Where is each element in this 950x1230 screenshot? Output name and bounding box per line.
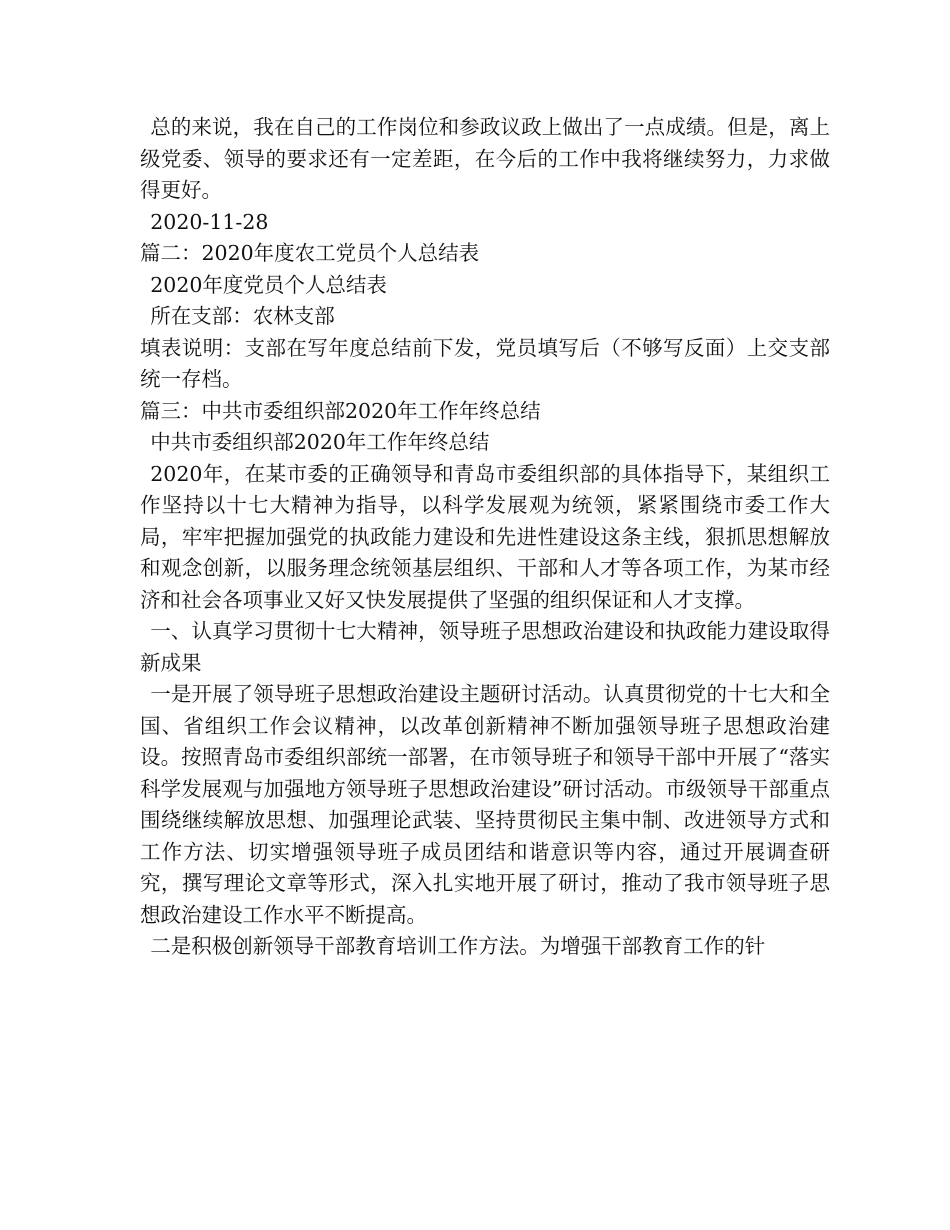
paragraph-summary-conclusion: 总的来说，我在自己的工作岗位和参政议政上做出了一点成绩。但是，离上级党委、领导的要求还有一定差距，在今后的工作中我将继续努力，力求做得更好。 (140, 115, 830, 202)
form-instructions: 填表说明：支部在写年度总结前下发，党员填写后（不够写反面）上交支部统一存档。 (140, 335, 830, 391)
section-heading-part-three: 篇三：中共市委组织部2020年工作年终总结 (140, 398, 541, 423)
paragraph-date: 2020-11-28 (150, 209, 269, 234)
section-heading-part-two: 篇二：2020年度农工党员个人总结表 (140, 241, 480, 265)
paragraph-item-two: 二是积极创新领导干部教育培训工作方法。为增强干部教育工作的针 (150, 934, 766, 958)
document-page (140, 112, 830, 963)
section-heading-one: 一、认真学习贯彻十七大精神，领导班子思想政治建设和执政能力建设取得新成果 (140, 619, 830, 675)
form-title: 2020年度党员个人总结表 (150, 272, 387, 297)
report-title: 中共市委组织部2020年工作年终总结 (150, 430, 490, 454)
branch-line: 所在支部：农林支部 (150, 304, 335, 328)
paragraph-intro: 2020年，在某市委的正确领导和青岛市委组织部的具体指导下，某组织工作坚持以十七大精神为指导，以科学发展观为统领，紧紧围绕市委工作大局，牢牢把握加强党的执政能力建设和先进性建设这条主线，狠抓思想解放和观念创新，以服务理念统领基层组织、干部和人才等各项工作，为某市经济和社会各项事业又好又快发展提供了坚强的组织保证和人才支撑。 (140, 461, 830, 612)
paragraph-item-one: 一是开展了领导班子思想政治建设主题研讨活动。认真贯彻党的十七大和全国、省组织工作会议精神，以改革创新精神不断加强领导班子思想政治建设。按照青岛市委组织部统一部署，在市领导班子和领导干部中开展了“落实科学发展观与加强地方领导班子思想政治建设”研讨活动。市级领导干部重点围绕继续解放思想、加强理论武装、坚持贯彻民主集中制、改进领导方式和工作方法、切实增强领导班子成员团结和谐意识等内容，通过开展调查研究，撰写理论文章等形式，深入扎实地开展了研讨，推动了我市领导班子思想政治建设工作水平不断提高。 (140, 682, 830, 927)
